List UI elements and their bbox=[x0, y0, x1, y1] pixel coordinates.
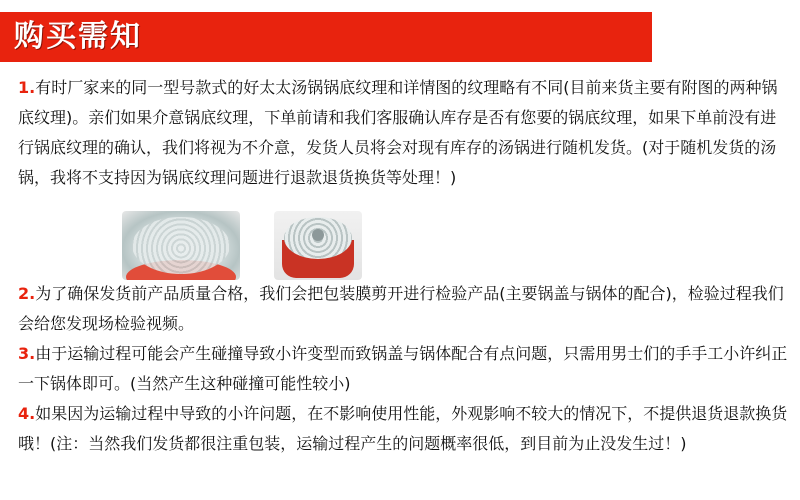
header-bar bbox=[0, 12, 652, 62]
note-1 bbox=[18, 73, 788, 193]
note-text: 为了确保发货前产品质量合格，我们会把包装膜剪开进行检验产品(主要锅盖与锅体的配合)，检验过程我们会给您发现场检验视频。 bbox=[18, 284, 784, 333]
page-title: 购买需知 bbox=[14, 19, 142, 54]
note-text: 有时厂家来的同一型号款式的好太太汤锅锅底纹理和详情图的纹理略有不同(目前来货主要有附图的两种锅底纹理)。亲们如果介意锅底纹理，下单前请和我们客服确认库存是否有您要的锅底纹理，如果下单前没有进行锅底纹理的确认，我们将视为不介意，发货人员将会对现有库存的汤锅进行随机发货。(对于随机发货的汤锅，我将不支持因为锅底纹理问题进行退款退货换货等处理！) bbox=[18, 78, 778, 187]
note-number: 2. bbox=[18, 284, 36, 303]
note-2 bbox=[18, 279, 788, 339]
pot-bottom-texture-photo-2 bbox=[274, 211, 362, 280]
note-4 bbox=[18, 399, 788, 459]
note-number: 3. bbox=[18, 344, 36, 363]
note-3 bbox=[18, 339, 788, 399]
note-text: 如果因为运输过程中导致的小许问题，在不影响使用性能，外观影响不较大的情况下，不提供退货退款换货哦！(注：当然我们发货都很注重包装，运输过程产生的问题概率很低，到目前为止没发生过！) bbox=[18, 404, 788, 453]
note-number: 4. bbox=[18, 404, 36, 423]
pot-bottom-texture-photo-1 bbox=[122, 211, 240, 280]
note-text: 由于运输过程可能会产生碰撞导致小许变型而致锅盖与锅体配合有点问题，只需用男士们的手手工小许纠正一下锅体即可。(当然产生这种碰撞可能性较小) bbox=[18, 344, 788, 393]
note-number: 1. bbox=[18, 78, 36, 97]
